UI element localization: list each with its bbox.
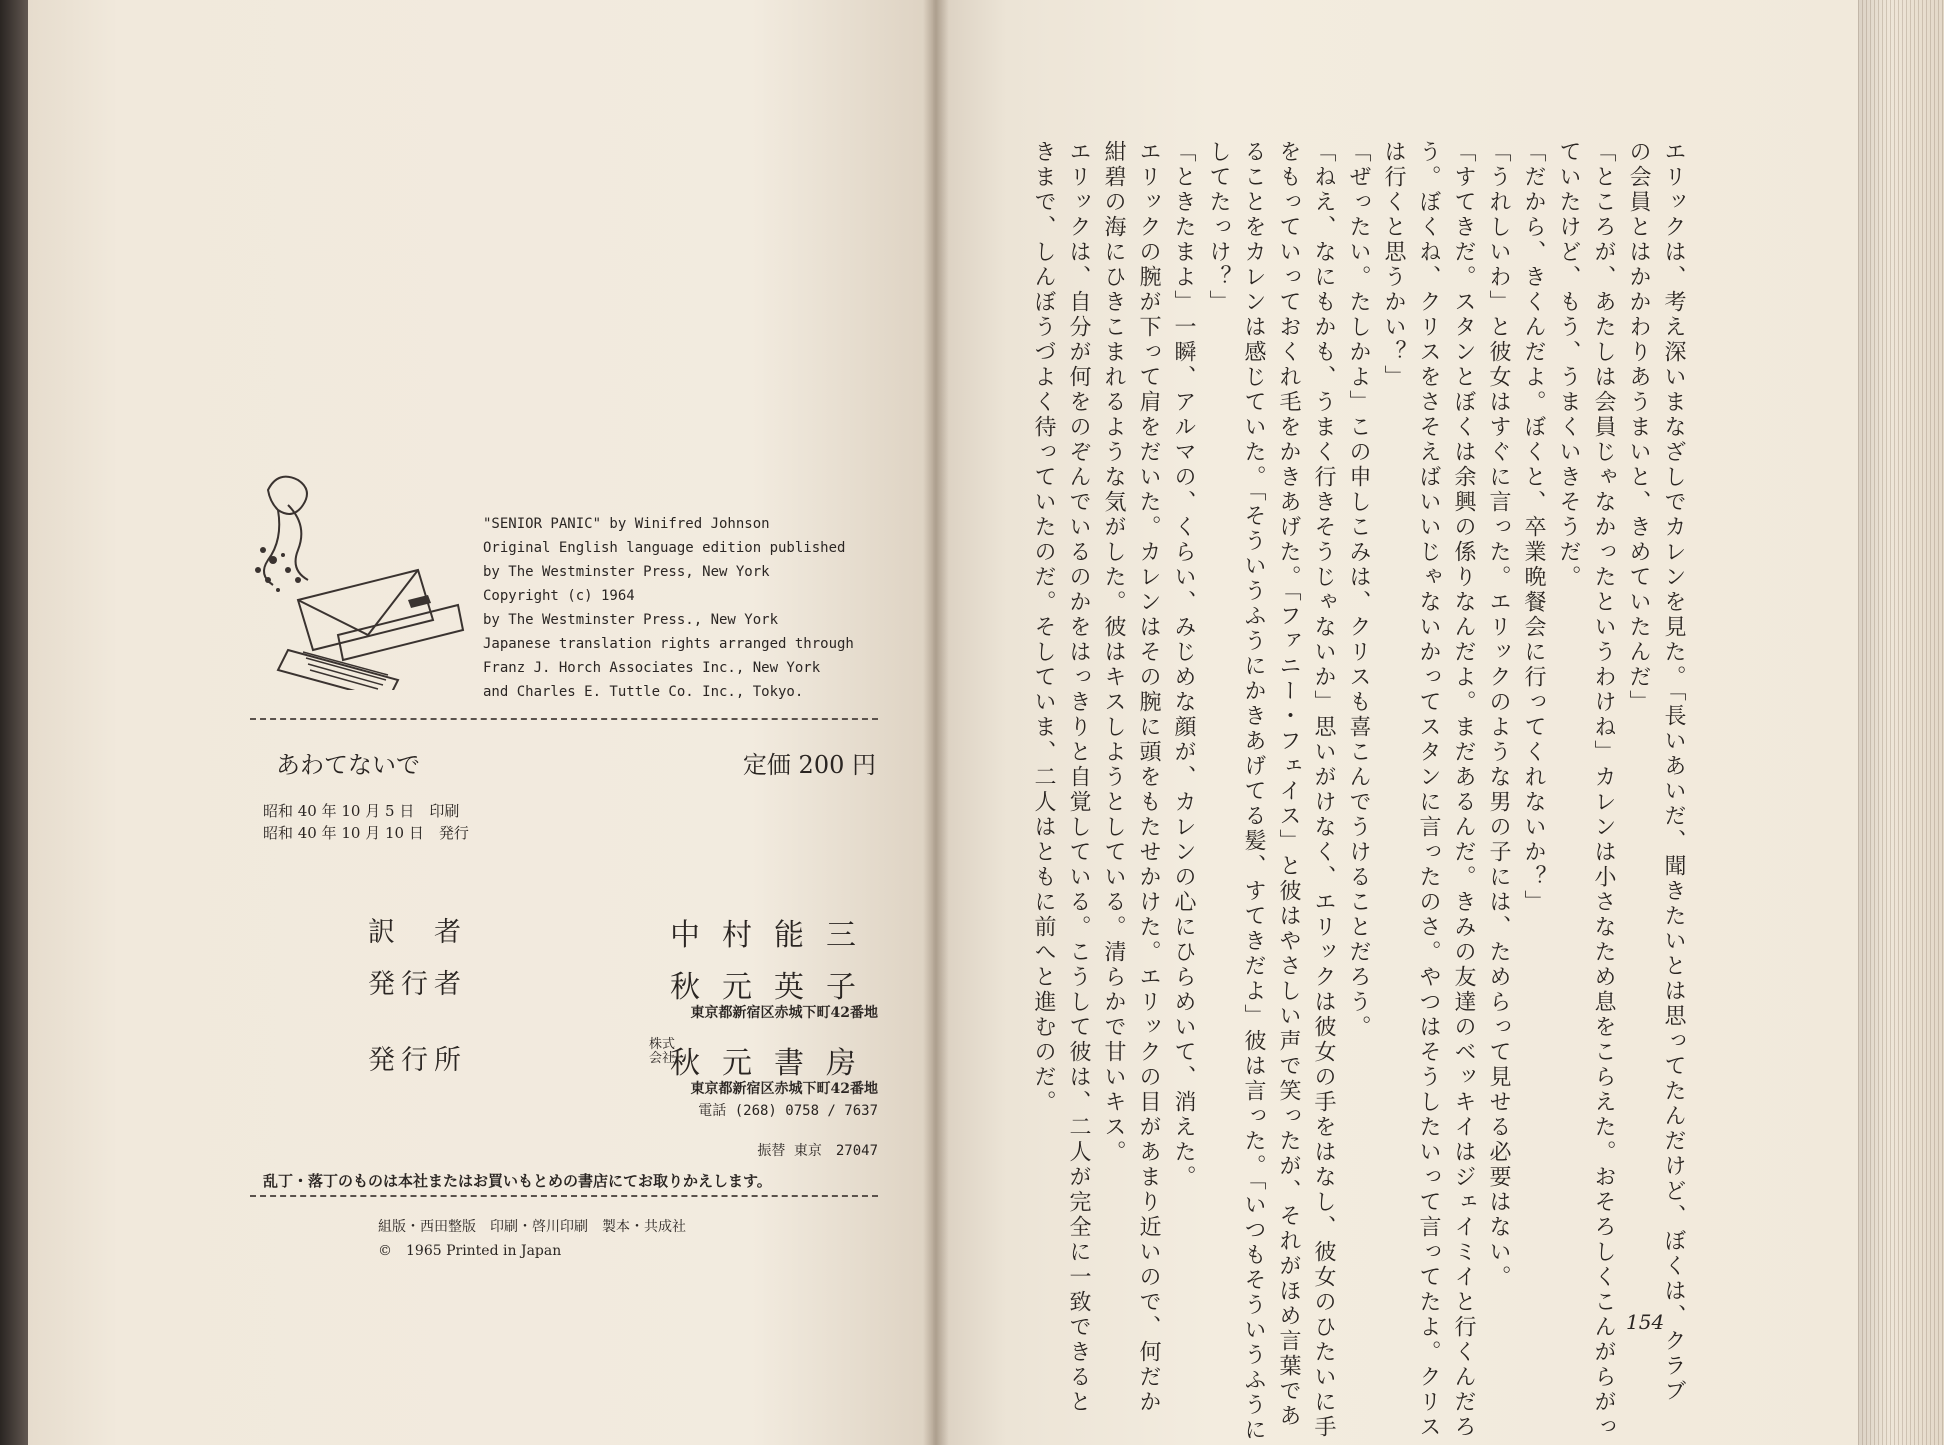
- text-column: 「ときたまよ」一瞬、アルマの、くらい、みじめな顔が、カレンの心にひらめいて、消えた。: [1171, 140, 1196, 1190]
- credit-line: Franz J. Horch Associates Inc., New York: [483, 660, 821, 676]
- body-text: [1031, 140, 1688, 1443]
- credit-line: and Charles E. Tuttle Co. Inc., Tokyo.: [483, 684, 804, 700]
- book-title: あわてないで: [276, 751, 420, 779]
- page-number: 154: [1626, 1310, 1665, 1334]
- printers-line: 組版・西田整版 印刷・啓川印刷 製本・共成社: [378, 1219, 686, 1235]
- text-column: う。ぼくね、クリスをさそえばいいじゃないかってスタンに言ったのさ。やつはそうしたいって言ってたよ。クリス: [1416, 140, 1441, 1440]
- page-edges: [1854, 0, 1944, 1445]
- divider-rule: [250, 718, 878, 720]
- text-column: 「ところが、あたしは会員じゃなかったというわけね」カレンは小さなため息をこらえた。おそろしくこんがらがっ: [1591, 140, 1616, 1440]
- text-column: してたっけ？」: [1206, 140, 1231, 315]
- text-column: の会員とはかかわりあうまいと、きめていたんだ」: [1626, 140, 1651, 715]
- text-column: 紺碧の海にひきこまれるような気がした。彼はキスしようとしている。清らかで甘いキス。: [1101, 140, 1126, 1165]
- credit-line: Japanese translation rights arranged through: [483, 636, 854, 652]
- exchange-notice: 乱丁・落丁のものは本社またはお買いもとめの書店にてお取りかえします。: [263, 1172, 772, 1190]
- translator-role: 訳 者: [368, 917, 467, 948]
- text-column: は行くと思うかい？」: [1381, 140, 1406, 390]
- book-spread: [28, 0, 1858, 1445]
- text-column: エリックは、自分が何をのぞんでいるのかをはっきりと自覚している。こうして彼は、二人が完全に一致できると: [1066, 140, 1091, 1415]
- text-column: 「ねえ、なにもかも、うまく行きそうじゃないか」思いがけなく、エリックは彼女の手をはなし、彼女のひたいに手: [1311, 140, 1336, 1440]
- house-address: 東京都新宿区赤城下町42番地: [690, 1081, 878, 1097]
- text-column: をもっていっておくれ毛をかきあげた。「ファニー・フェイス」と彼はやさしい声で笑ったが、それがほめ言葉であ: [1276, 140, 1301, 1429]
- divider-rule: [250, 1195, 878, 1197]
- credit-line: by The Westminster Press., New York: [483, 612, 779, 628]
- english-edition-credits: [483, 512, 883, 704]
- house-role: 発行所: [368, 1045, 467, 1076]
- text-column: エリックは、考え深いまなざしでカレンを見た。「長いあいだ、聞きたいとは思ってたんだけど、ぼくは、クラブ: [1661, 140, 1686, 1404]
- text-column: 「ぜったい。たしかよ」この申しこみは、クリスも喜こんでうけることだろう。: [1346, 140, 1371, 1040]
- house-name: 秋元書房: [670, 1046, 878, 1081]
- text-column: きまで、しんぼうづよく待っていたのだ。そしていま、二人はともに前へと進むのだ。: [1031, 140, 1056, 1115]
- credit-line: by The Westminster Press, New York: [483, 564, 770, 580]
- print-date: 昭和 40 年 10 月 5 日 印刷: [263, 802, 460, 820]
- translator-name: 中村能三: [670, 918, 878, 953]
- publisher-name: 秋元英子: [670, 970, 878, 1005]
- phone-number: 電話 (268) 0758 / 7637: [698, 1103, 878, 1119]
- text-column: 「だから、きくんだよ。ぼくと、卒業晩餐会に行ってくれないか？」: [1521, 140, 1546, 915]
- credit-line: "SENIOR PANIC" by Winifred Johnson: [483, 516, 770, 532]
- text-column: ることをカレンは感じていた。「そういうふうにかきあげてる髪、すてきだよ」彼は言った。「いつもそういうふうに: [1241, 140, 1266, 1443]
- letters-illustration: [228, 460, 468, 690]
- dates: [263, 800, 469, 844]
- transfer-account: 振替 東京 27047: [757, 1143, 878, 1159]
- price: 定価 200 円: [742, 751, 876, 779]
- publish-date: 昭和 40 年 10 月 10 日 発行: [263, 824, 469, 842]
- house-prefix: 株式会社: [648, 1037, 675, 1066]
- credit-line: Copyright (c) 1964: [483, 588, 635, 604]
- publisher-address: 東京都新宿区赤城下町42番地: [690, 1005, 878, 1021]
- text-column: 「すてきだ。スタンとぼくは余興の係りなんだよ。まだあるんだ。きみの友達のベッキイはジェイミイと行くんだろ: [1451, 140, 1476, 1440]
- printer-credits: [378, 1215, 686, 1263]
- text-column: エリックの腕が下って肩をだいた。カレンはその腕に頭をもたせかけた。エリックの目があまり近いので、何だか: [1136, 140, 1161, 1415]
- text-column: 「うれしいわ」と彼女はすぐに言った。エリックのような男の子には、ためらって見せる必要はない。: [1486, 140, 1511, 1290]
- text-column: ていたけど、もう、うまくいきそうだ。: [1556, 140, 1581, 590]
- credit-line: Original English language edition published: [483, 540, 846, 556]
- publisher-role: 発行者: [368, 969, 467, 1000]
- copyright-line: © 1965 Printed in Japan: [378, 1243, 562, 1259]
- book-gutter: [923, 0, 949, 1445]
